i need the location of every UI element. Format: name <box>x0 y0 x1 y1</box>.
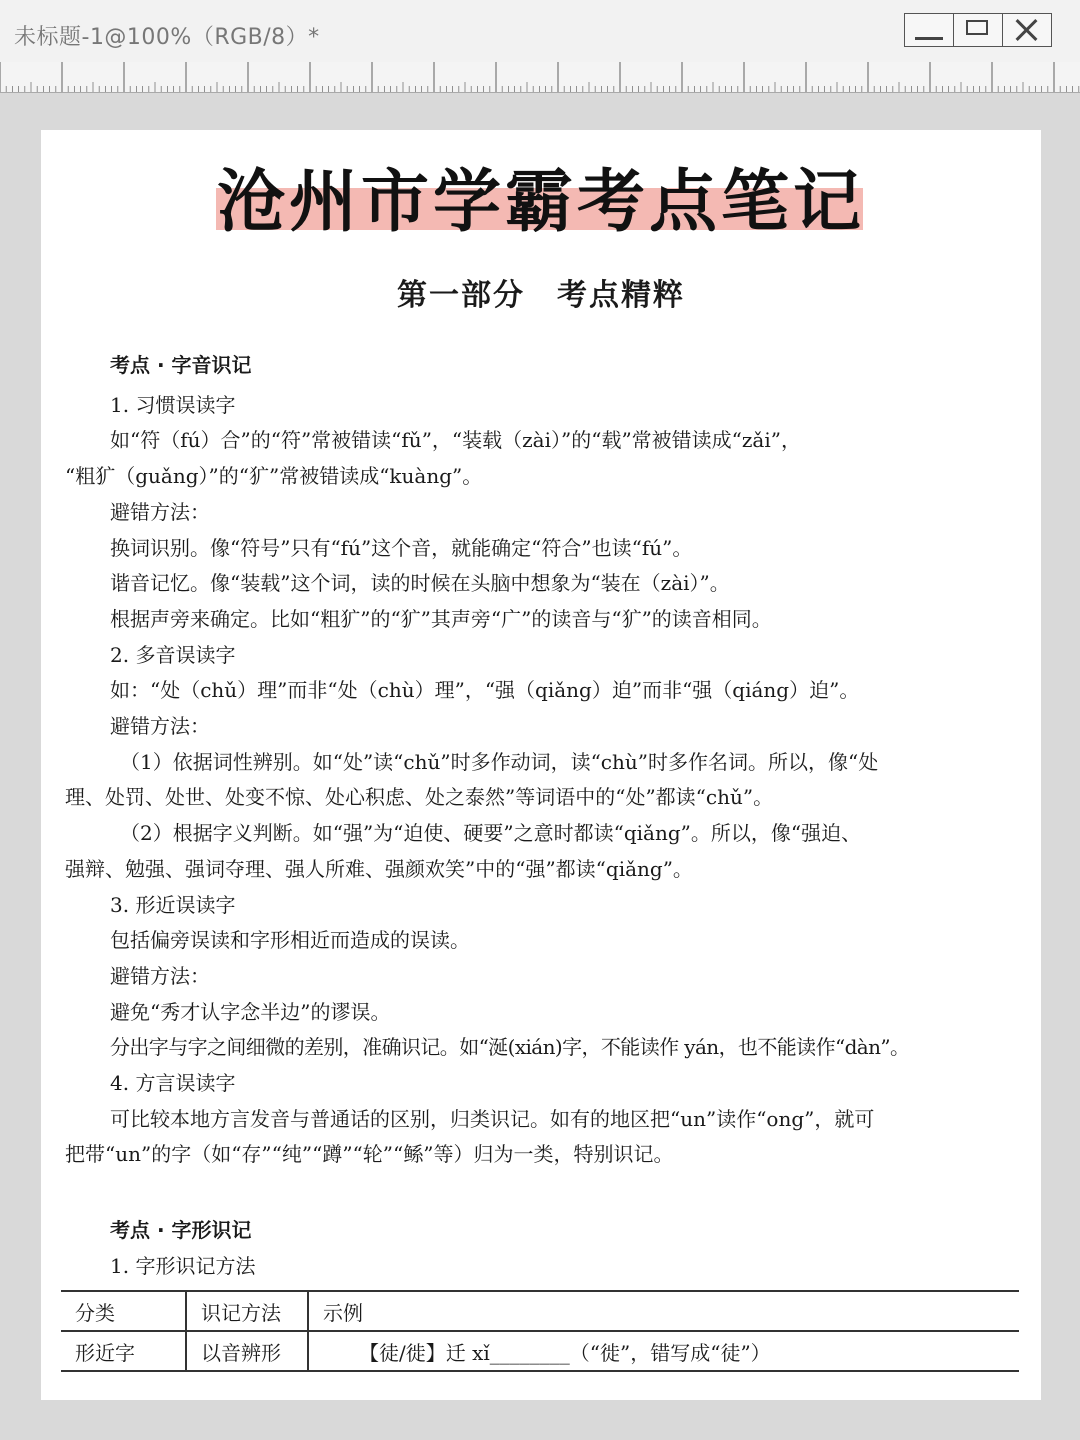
text-line: 避错方法： <box>110 499 210 524</box>
text-line: 2. 多音误读字 <box>110 642 236 667</box>
text-line: （2）根据字义判断。如“强”为“迫使、硬要”之意时都读“qiǎng”。所以，像“强迫、 <box>120 821 862 846</box>
text-line: 换词识别。像“符号”只有“fú”这个音，就能确定“符合”也读“fú”。 <box>110 535 693 560</box>
text-line: 1. 字形识记方法 <box>110 1253 256 1278</box>
table-header: 分类 <box>61 1291 186 1331</box>
text-line: （1）依据词性辨别。如“处”读“chǔ”时多作动词，读“chù”时多作名词。所以，像“处 <box>120 749 879 774</box>
maximize-icon[interactable] <box>953 14 1002 46</box>
ruler-ticks <box>0 62 1080 92</box>
document-canvas <box>41 130 1041 1400</box>
text-line: “粗犷（guǎng）”的“犷”常被错读成“kuàng”。 <box>65 464 483 489</box>
text-line: 3. 形近误读字 <box>110 892 236 917</box>
text-line: 可比较本地方言发音与普通话的区别，归类识记。如有的地区把“un”读作“ong”，就可 <box>110 1106 875 1131</box>
window-titlebar <box>0 0 1080 63</box>
table-header: 示例 <box>308 1291 1019 1331</box>
window-controls <box>904 13 1052 47</box>
window-title: 未标题-1@100%（RGB/8）* <box>14 25 320 50</box>
text-line: 避错方法： <box>110 714 210 739</box>
text-line: 如“符（fú）合”的“符”常被错读“fǔ”，“装载（zài）”的“载”常被错读成“zǎi”， <box>110 428 801 453</box>
ruler[interactable] <box>0 62 1080 93</box>
table-cell: 以音辨形 <box>186 1331 308 1371</box>
section-heading: 考点 · 字音识记 <box>110 353 252 377</box>
text-line: 把带“un”的字（如“存”“纯”“蹲”“轮”“鲧”等）归为一类，特别识记。 <box>65 1142 674 1167</box>
text-line: 1. 习惯误读字 <box>110 392 236 417</box>
part-title: 第一部分 考点精粹 <box>397 278 685 313</box>
table-cell: 形近字 <box>61 1331 186 1371</box>
table-header: 识记方法 <box>186 1291 308 1331</box>
text-line: 如：“处（chǔ）理”而非“处（chù）理”，“强（qiǎng）迫”而非“强（qiáng）迫”。 <box>110 678 860 703</box>
text-line: 包括偏旁误读和字形相近而造成的误读。 <box>110 928 470 953</box>
document-body <box>65 346 1025 1285</box>
text-line: 避免“秀才认字念半边”的谬误。 <box>110 999 391 1024</box>
document-title: 沧州市学霸考点笔记 <box>216 162 865 242</box>
text-line: 4. 方言误读字 <box>110 1071 236 1096</box>
section-heading: 考点 · 字形识记 <box>110 1218 252 1243</box>
text-line: 根据声旁来确定。比如“粗犷”的“犷”其声旁“广”的读音与“犷”的读音相同。 <box>110 606 772 631</box>
glyph-table <box>61 1290 1019 1372</box>
text-line: 避错方法： <box>110 963 210 988</box>
minimize-icon[interactable] <box>905 14 953 46</box>
text-line: 谐音记忆。像“装载”这个词，读的时候在头脑中想象为“装在（zài）”。 <box>110 571 730 596</box>
close-icon[interactable] <box>1002 14 1051 46</box>
text-line: 强辩、勉强、强词夺理、强人所难、强颜欢笑”中的“强”都读“qiǎng”。 <box>65 856 693 881</box>
table-row <box>61 1331 1019 1371</box>
text-line: 理、处罚、处世、处变不惊、处心积虑、处之泰然”等词语中的“处”都读“chǔ”。 <box>65 785 774 810</box>
table-cell: 【徒/徙】迁 xǐ________（“徙”，错写成“徒”） <box>308 1331 1019 1371</box>
text-line: 分出字与字之间细微的差别，准确识记。如“涎(xián)字，不能读作 yán，也不能读作“dàn”。 <box>110 1035 910 1060</box>
table-header-row <box>61 1291 1019 1331</box>
